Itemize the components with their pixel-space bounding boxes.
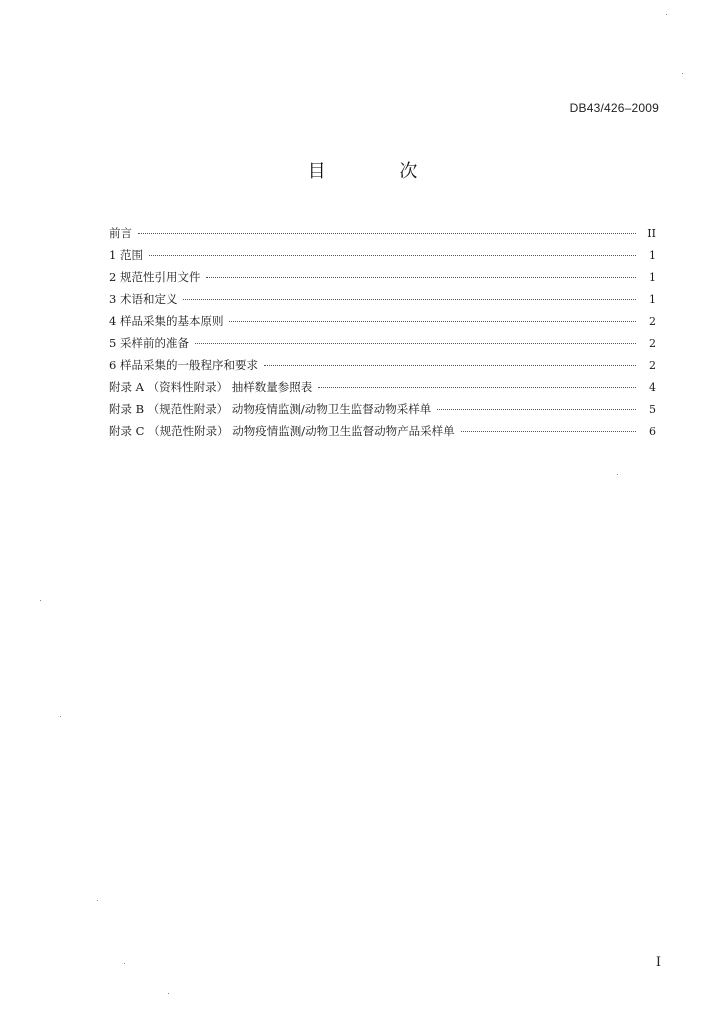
toc-entry-label: 2 规范性引用文件: [109, 270, 201, 284]
toc-leader-dots: [437, 409, 636, 410]
scan-speck: [682, 73, 683, 74]
scan-speck: [124, 963, 125, 964]
toc-leader-dots: [318, 387, 636, 388]
scan-speck: [666, 14, 667, 15]
toc-entry-general-procedure[interactable]: [109, 354, 656, 376]
scan-speck: [168, 993, 169, 994]
toc-entry-foreword[interactable]: [109, 222, 656, 244]
scan-speck: [40, 600, 41, 601]
toc-entry-appendix-b[interactable]: [109, 398, 656, 420]
toc-leader-dots: [229, 321, 636, 322]
toc-entry-label: 1 范围: [109, 248, 143, 262]
toc-entry-appendix-c[interactable]: [109, 420, 656, 442]
toc-entry-label: 附录 C （规范性附录） 动物疫情监测/动物卫生监督动物产品采样单: [109, 424, 455, 438]
toc-title: 目 次: [307, 161, 452, 182]
toc-entry-preparation[interactable]: [109, 332, 656, 354]
toc-leader-dots: [206, 277, 636, 278]
toc-entry-page: 1: [649, 271, 656, 284]
toc-entry-scope[interactable]: [109, 244, 656, 266]
toc-entry-page: 2: [649, 359, 656, 372]
scan-speck: [97, 900, 98, 901]
table-of-contents: [109, 222, 656, 442]
toc-leader-dots: [461, 431, 636, 432]
toc-entry-label: 6 样品采集的一般程序和要求: [109, 358, 258, 372]
toc-entry-basic-principles[interactable]: [109, 310, 656, 332]
document-code: DB43/426–2009: [569, 101, 659, 115]
toc-entry-label: 5 采样前的准备: [109, 336, 189, 350]
toc-entry-page: 4: [649, 381, 656, 394]
toc-entry-page: 6: [649, 425, 656, 438]
scan-speck: [60, 716, 61, 717]
toc-entry-page: II: [647, 227, 656, 240]
toc-entry-page: 2: [649, 315, 656, 328]
toc-entry-normative-references[interactable]: [109, 266, 656, 288]
toc-entry-label: 3 术语和定义: [109, 292, 178, 306]
toc-entry-appendix-a[interactable]: [109, 376, 656, 398]
toc-entry-label: 前言: [109, 226, 132, 240]
toc-leader-dots: [183, 299, 636, 300]
toc-leader-dots: [138, 233, 636, 234]
toc-entry-page: 2: [649, 337, 656, 350]
toc-entry-page: 1: [649, 293, 656, 306]
toc-entry-label: 附录 A （资料性附录） 抽样数量参照表: [109, 380, 313, 394]
toc-leader-dots: [264, 365, 636, 366]
toc-entry-terms-definitions[interactable]: [109, 288, 656, 310]
toc-entry-label: 附录 B （规范性附录） 动物疫情监测/动物卫生监督动物采样单: [109, 402, 432, 416]
scan-speck: [617, 474, 618, 475]
toc-leader-dots: [149, 255, 636, 256]
toc-entry-label: 4 样品采集的基本原则: [109, 314, 224, 328]
toc-entry-page: 1: [649, 249, 656, 262]
toc-entry-page: 5: [649, 403, 656, 416]
toc-leader-dots: [195, 343, 636, 344]
page-number: I: [655, 955, 661, 970]
